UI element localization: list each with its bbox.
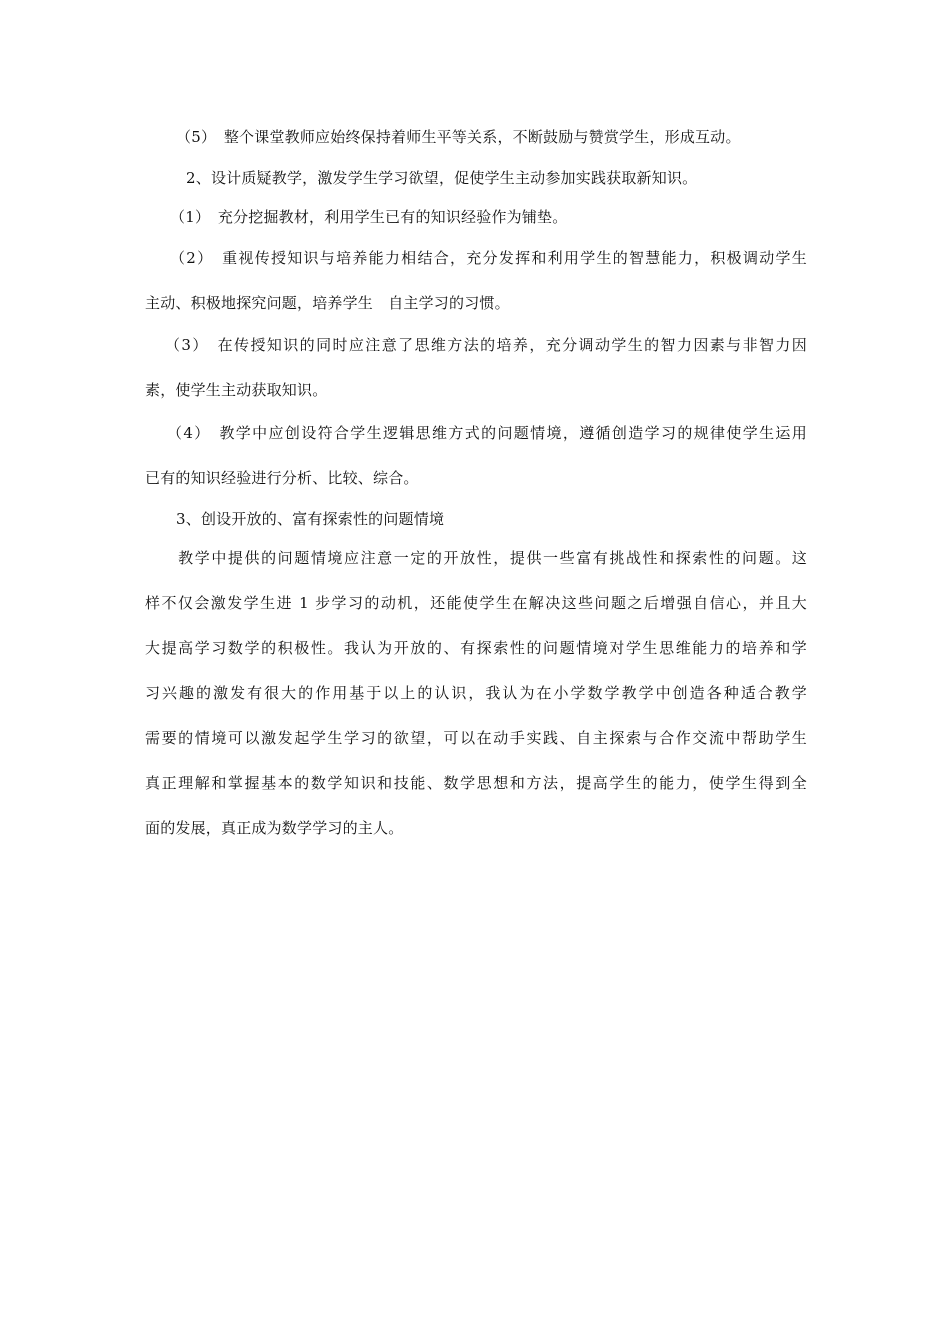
sub-item-4-line-1: （4） 教学中应创设符合学生逻辑思维方式的问题情境，遵循创造学习的规律使学生运用: [167, 424, 807, 442]
sub-item-2-line-2: 主动、积极地探究问题，培养学生 自主学习的习惯。: [145, 294, 510, 312]
section-3-paragraph-line: 教学中提供的问题情境应注意一定的开放性，提供一些富有挑战性和探索性的问题。这: [145, 549, 807, 567]
section-3-paragraph-line: 大提高学习数学的积极性。我认为开放的、有探索性的问题情境对学生思维能力的培养和学: [145, 639, 807, 657]
section-3-paragraph-line: 需要的情境可以激发起学生学习的欲望，可以在动手实践、自主探索与合作交流中帮助学生: [145, 729, 807, 747]
sub-item-4-line-2: 已有的知识经验进行分析、比较、综合。: [145, 469, 419, 487]
sub-item-3-line-1: （3） 在传授知识的同时应注意了思维方法的培养，充分调动学生的智力因素与非智力因: [165, 336, 807, 354]
section-2-heading: 2、设计质疑教学，激发学生学习欲望，促使学生主动参加实践获取新知识。: [186, 169, 698, 187]
section-3-paragraph-line: 真正理解和掌握基本的数学知识和技能、数学思想和方法，提高学生的能力，使学生得到全: [145, 774, 807, 792]
section-3-paragraph-line: 习兴趣的激发有很大的作用基于以上的认识，我认为在小学数学教学中创造各种适合教学: [145, 684, 807, 702]
sub-item-2-line-1: （2） 重视传授知识与培养能力相结合，充分发挥和利用学生的智慧能力，积极调动学生: [170, 249, 807, 267]
sub-item-1: （1） 充分挖掘教材，利用学生已有的知识经验作为铺垫。: [170, 208, 568, 226]
section-3-heading: 3、创设开放的、富有探索性的问题情境: [176, 510, 445, 528]
section-3-paragraph-line: 样不仅会激发学生进 1 步学习的动机，还能使学生在解决这些问题之后增强自信心，并且大: [145, 594, 807, 612]
list-item-5: （5） 整个课堂教师应始终保持着师生平等关系，不断鼓励与赞赏学生，形成互动。: [176, 128, 741, 146]
section-3-paragraph-line: 面的发展，真正成为数学学习的主人。: [145, 819, 404, 837]
sub-item-3-line-2: 素，使学生主动获取知识。: [145, 381, 328, 399]
